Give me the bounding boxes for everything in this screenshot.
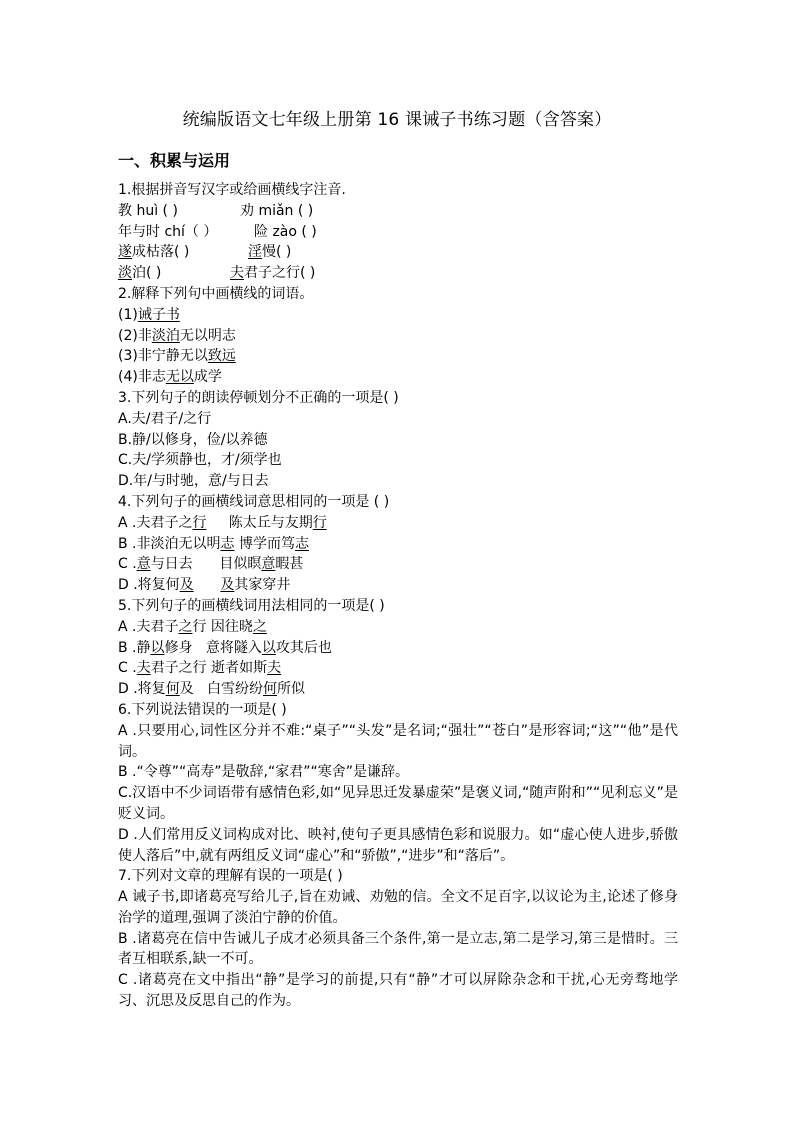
q5-stem: 5.下列句子的画横线词用法相同的一项是( ) <box>118 597 385 614</box>
q4-option-d: D .将复何及 及其家穿井 <box>118 577 291 594</box>
q4-stem: 4.下列句子的画横线词意思相同的一项是 ( ) <box>118 493 390 510</box>
q5-option-c: C .夫君子之行 逝者如斯夫 <box>118 660 282 677</box>
section-heading: 一、积累与运用 <box>118 151 231 170</box>
q4-option-c: C .意与日去 目似瞑意暇甚 <box>118 556 304 573</box>
q3-stem: 3.下列句子的朗读停顿划分不正确的一项是( ) <box>118 389 399 406</box>
q5-option-a: A .夫君子之行 因往晓之 <box>118 618 267 635</box>
q1-item: 淡泊( ) <box>118 265 162 282</box>
underlined-word: 无以 <box>165 369 194 386</box>
q1-item: 遂成枯落( ) <box>118 244 190 261</box>
underlined-word: 致远 <box>207 348 236 365</box>
q1-row <box>118 242 678 263</box>
underlined-word: 淡泊 <box>151 327 180 344</box>
q1-stem: 1.根据拼音写汉字或给画横线字注音. <box>118 182 346 198</box>
q3-option-c: C.夫/学须静也，才/须学也 <box>118 452 282 469</box>
q2-stem: 2.解释下列句中画横线的词语。 <box>118 285 314 302</box>
q1-item: 教 huì ( ) <box>118 202 178 219</box>
underlined-char: 夫 <box>230 265 244 282</box>
q4-option-a: A .夫君子之行 陈太丘与友期行 <box>118 514 327 531</box>
q6-option-d: D .人们常用反义词构成对比、映衬,使句子更具感情色彩和说服力。如“虚心使人进步,骄傲使人落后”中,就有两组反义词“虚心”和“骄傲”,“进步”和“落后”。 <box>118 826 678 864</box>
underlined-char: 淡 <box>118 265 132 282</box>
q3-option-a: A.夫/君子/之行 <box>118 410 212 427</box>
page-title: 统编版语文七年级上册第 16 课诫子书练习题（含答案） <box>182 110 612 130</box>
q1-item: 夫君子之行( ) <box>230 265 316 282</box>
q7-option-a: A 诫子书,即诸葛亮写给儿子,旨在劝诫、劝勉的信。全文不足百字,以议论为主,论述了修身治学的道理,强调了淡泊宁静的价值。 <box>118 889 678 926</box>
q6-option-c: C.汉语中不少词语带有感情色彩,如“见异思迁发暴虚荣”是褒义词,“随声附和”“见利忘义”是贬义词。 <box>118 785 678 822</box>
q2-item: (3)非宁静无以致远 <box>118 348 236 365</box>
q6-stem: 6.下列说法错误的一项是( ) <box>118 701 287 718</box>
q1-item: 劝 miǎn ( ) <box>240 202 314 219</box>
q7-option-b: B .诸葛亮在信中告诫儿子成才必须具备三个条件,第一是立志,第二是学习,第三是惜时。三者互相联系,缺一不可。 <box>118 930 678 968</box>
q7-stem: 7.下列对文章的理解有误的一项是( ) <box>118 868 343 885</box>
q4-option-b: B .非淡泊无以明志 博学而笃志 <box>118 535 309 552</box>
q6-option-a: A .只要用心,词性区分并不难:“桌子”“头发”是名词;“强壮”“苍白”是形容词;“这”“他”是代词。 <box>118 722 678 760</box>
q1-row <box>118 222 678 243</box>
q5-option-b: B .静以修身 意将隧入以攻其后也 <box>118 639 332 656</box>
q6-option-b: B .“令尊”“高寿”是敬辞,“家君”“寒舍”是谦辞。 <box>118 764 409 781</box>
q2-item: (2)非淡泊无以明志 <box>118 327 236 344</box>
q5-option-d: D .将复何及 白雪纷纷何所似 <box>118 681 306 698</box>
underlined-word: 诫子书 <box>137 306 180 323</box>
q7-option-c: C .诸葛亮在文中指出“静”是学习的前提,只有“静”才可以屏除杂念和干扰,心无旁骛地学习、沉思及反思自己的作为。 <box>118 972 678 1010</box>
exercise-content <box>118 180 678 1012</box>
q1-item: 险 zào ( ) <box>254 223 317 240</box>
q2-item: (1)诫子书 <box>118 306 180 323</box>
q1-item: 淫慢( ) <box>248 244 292 261</box>
underlined-char: 淫 <box>248 244 262 261</box>
q1-item: 年与时 chí（ ） <box>118 223 218 240</box>
q1-row <box>118 201 678 222</box>
underlined-char: 遂 <box>118 244 132 261</box>
q3-option-b: B.静/以修身，俭/以养德 <box>118 431 268 448</box>
q2-item: (4)非志无以成学 <box>118 369 222 386</box>
q1-row <box>118 263 678 284</box>
q3-option-d: D.年/与时驰，意/与日去 <box>118 473 269 490</box>
